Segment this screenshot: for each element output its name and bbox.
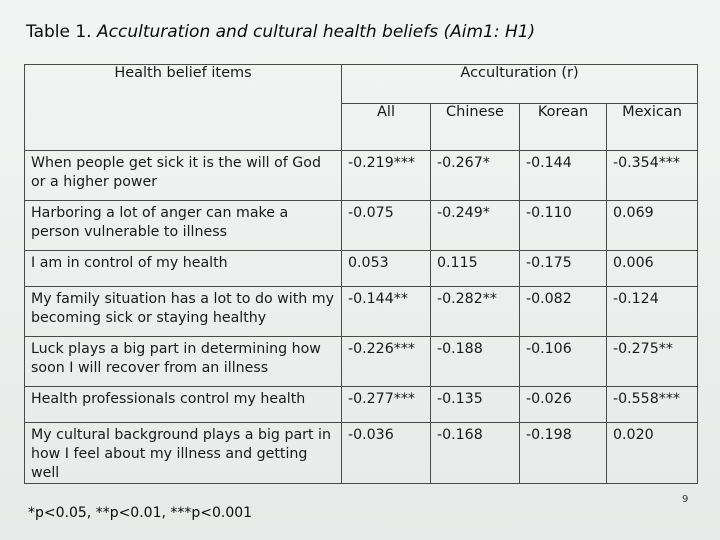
correlation-value: -0.082: [520, 287, 607, 337]
health-belief-item: My family situation has a lot to do with my becoming sick or staying healthy: [25, 287, 342, 337]
health-belief-item: When people get sick it is the will of God or a higher power: [25, 151, 342, 201]
health-belief-item: My cultural background plays a big part in how I feel about my illness and getting well: [25, 423, 342, 484]
correlation-value: -0.106: [520, 337, 607, 387]
column-header-all: All: [342, 104, 431, 151]
title-prefix: Table 1.: [26, 22, 92, 42]
correlation-value: -0.135: [431, 387, 520, 423]
correlation-value: -0.175: [520, 251, 607, 287]
correlation-value: 0.020: [607, 423, 698, 484]
correlation-value: -0.124: [607, 287, 698, 337]
correlation-value: 0.006: [607, 251, 698, 287]
correlation-value: 0.115: [431, 251, 520, 287]
significance-footnote: *p<0.05, **p<0.01, ***p<0.001: [28, 505, 253, 521]
health-belief-item: I am in control of my health: [25, 251, 342, 287]
correlation-value: -0.219***: [342, 151, 431, 201]
table-row: [25, 287, 698, 337]
correlation-value: -0.282**: [431, 287, 520, 337]
correlation-value: -0.188: [431, 337, 520, 387]
correlation-value: -0.249*: [431, 201, 520, 251]
table-row: [25, 337, 698, 387]
table-row: [25, 387, 698, 423]
correlation-value: -0.275**: [607, 337, 698, 387]
acculturation-table: [24, 64, 698, 484]
group-header-cell: [342, 65, 698, 104]
correlation-value: -0.558***: [607, 387, 698, 423]
table-row: [25, 201, 698, 251]
row-header-label: Health belief items: [114, 65, 252, 81]
correlation-value: -0.075: [342, 201, 431, 251]
correlation-value: 0.053: [342, 251, 431, 287]
correlation-value: -0.277***: [342, 387, 431, 423]
correlation-value: -0.026: [520, 387, 607, 423]
correlation-value: -0.198: [520, 423, 607, 484]
health-belief-item: Health professionals control my health: [25, 387, 342, 423]
page-number: 9: [682, 494, 689, 505]
correlation-value: -0.036: [342, 423, 431, 484]
correlation-value: 0.069: [607, 201, 698, 251]
correlation-value: -0.110: [520, 201, 607, 251]
column-header-chinese: Chinese: [431, 104, 520, 151]
row-header-cell: [25, 65, 342, 151]
table-row: [25, 251, 698, 287]
health-belief-item: Harboring a lot of anger can make a person vulnerable to illness: [25, 201, 342, 251]
table-row: [25, 423, 698, 484]
slide-title: [26, 22, 535, 42]
health-belief-item: Luck plays a big part in determining how soon I will recover from an illness: [25, 337, 342, 387]
group-header-label: Acculturation (r): [460, 65, 579, 81]
correlation-value: -0.168: [431, 423, 520, 484]
correlation-value: -0.354***: [607, 151, 698, 201]
title-italic: Acculturation and cultural health beliefs (Aim1: H1): [97, 22, 536, 42]
correlation-value: -0.226***: [342, 337, 431, 387]
header-row-group: [25, 65, 698, 104]
column-header-korean: Korean: [520, 104, 607, 151]
column-header-mexican: Mexican: [607, 104, 698, 151]
table-row: [25, 151, 698, 201]
correlation-value: -0.144**: [342, 287, 431, 337]
correlation-value: -0.144: [520, 151, 607, 201]
correlation-value: -0.267*: [431, 151, 520, 201]
